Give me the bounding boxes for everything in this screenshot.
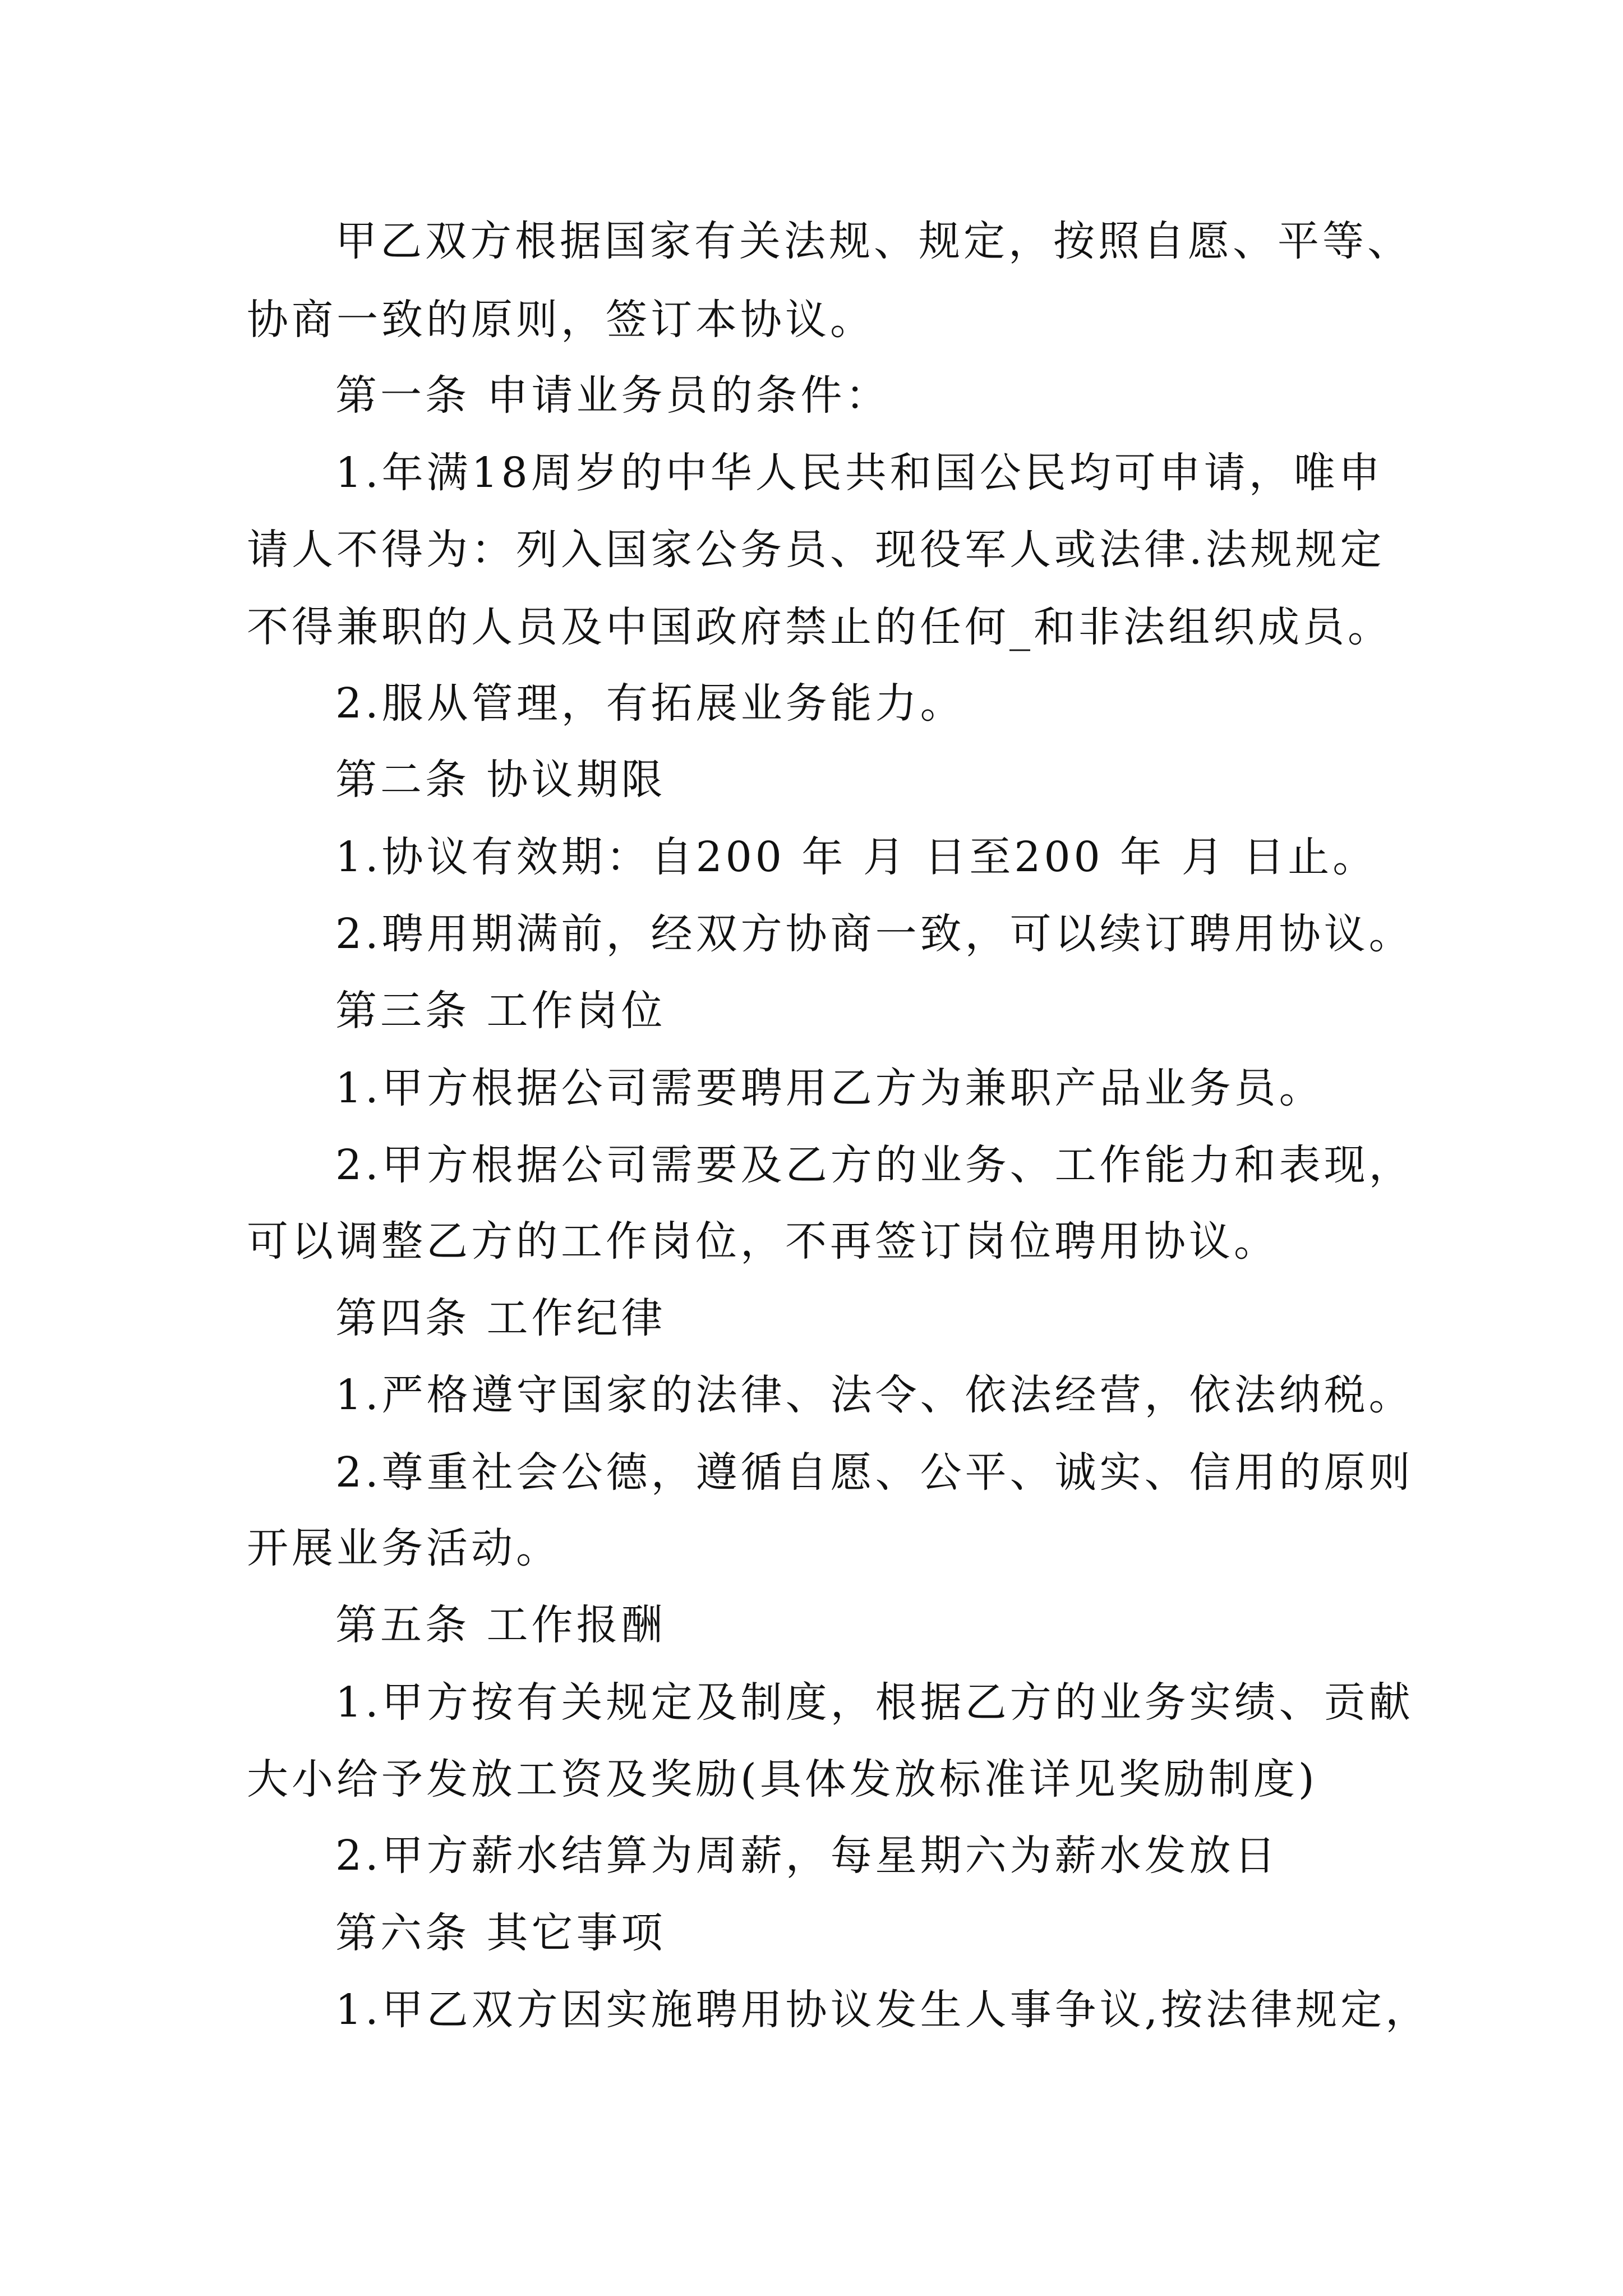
text-line-10: 2.聘用期满前，经双方协商一致，可以续订聘用协议。 bbox=[335, 910, 1414, 958]
text-line-18: 开展业务活动。 bbox=[247, 1524, 561, 1572]
section-heading-2: 第二条 协议期限 bbox=[335, 756, 666, 804]
text-line-22: 2.甲方薪水结算为周薪，每星期六为薪水发放日 bbox=[335, 1832, 1279, 1880]
text-line-20: 1.甲方按有关规定及制度，根据乙方的业务实绩、贡献 bbox=[335, 1678, 1414, 1727]
text-line-14: 可以调整乙方的工作岗位，不再签订岗位聘用协议。 bbox=[247, 1217, 1279, 1266]
section-heading-4: 第四条 工作纪律 bbox=[335, 1294, 666, 1342]
text-line-6: 不得兼职的人员及中国政府禁止的任何_和非法组织成员。 bbox=[247, 603, 1393, 651]
section-heading-5: 第五条 工作报酬 bbox=[335, 1601, 666, 1649]
text-line-9: 1.协议有效期：自200 年 月 日至200 年 月 日止。 bbox=[335, 833, 1378, 881]
text-line-17: 2.尊重社会公德，遵循自愿、公平、诚实、信用的原则 bbox=[335, 1448, 1414, 1497]
text-line-4: 1.年满18周岁的中华人民共和国公民均可申请，唯申 bbox=[335, 449, 1384, 497]
text-line-1: 甲乙双方根据国家有关法规、规定，按照自愿、平等、 bbox=[335, 217, 1412, 265]
text-line-24: 1.甲乙双方因实施聘用协议发生人事争议,按法律规定， bbox=[335, 1986, 1431, 2034]
text-line-13: 2.甲方根据公司需要及乙方的业务、工作能力和表现， bbox=[335, 1141, 1414, 1189]
text-line-2: 协商一致的原则，签订本协议。 bbox=[247, 296, 875, 344]
text-line-7: 2.服从管理，有拓展业务能力。 bbox=[335, 679, 965, 728]
section-heading-6: 第六条 其它事项 bbox=[335, 1909, 666, 1957]
text-line-21: 大小给予发放工资及奖励(具体发放标准详见奖励制度) bbox=[247, 1755, 1318, 1803]
text-line-16: 1.严格遵守国家的法律、法令、依法经营，依法纳税。 bbox=[335, 1371, 1414, 1419]
text-line-5: 请人不得为：列入国家公务员、现役军人或法律.法规规定 bbox=[247, 526, 1385, 574]
section-heading-3: 第三条 工作岗位 bbox=[335, 987, 666, 1035]
section-heading-1: 第一条 申请业务员的条件： bbox=[335, 371, 891, 420]
text-line-12: 1.甲方根据公司需要聘用乙方为兼职产品业务员。 bbox=[335, 1064, 1324, 1112]
